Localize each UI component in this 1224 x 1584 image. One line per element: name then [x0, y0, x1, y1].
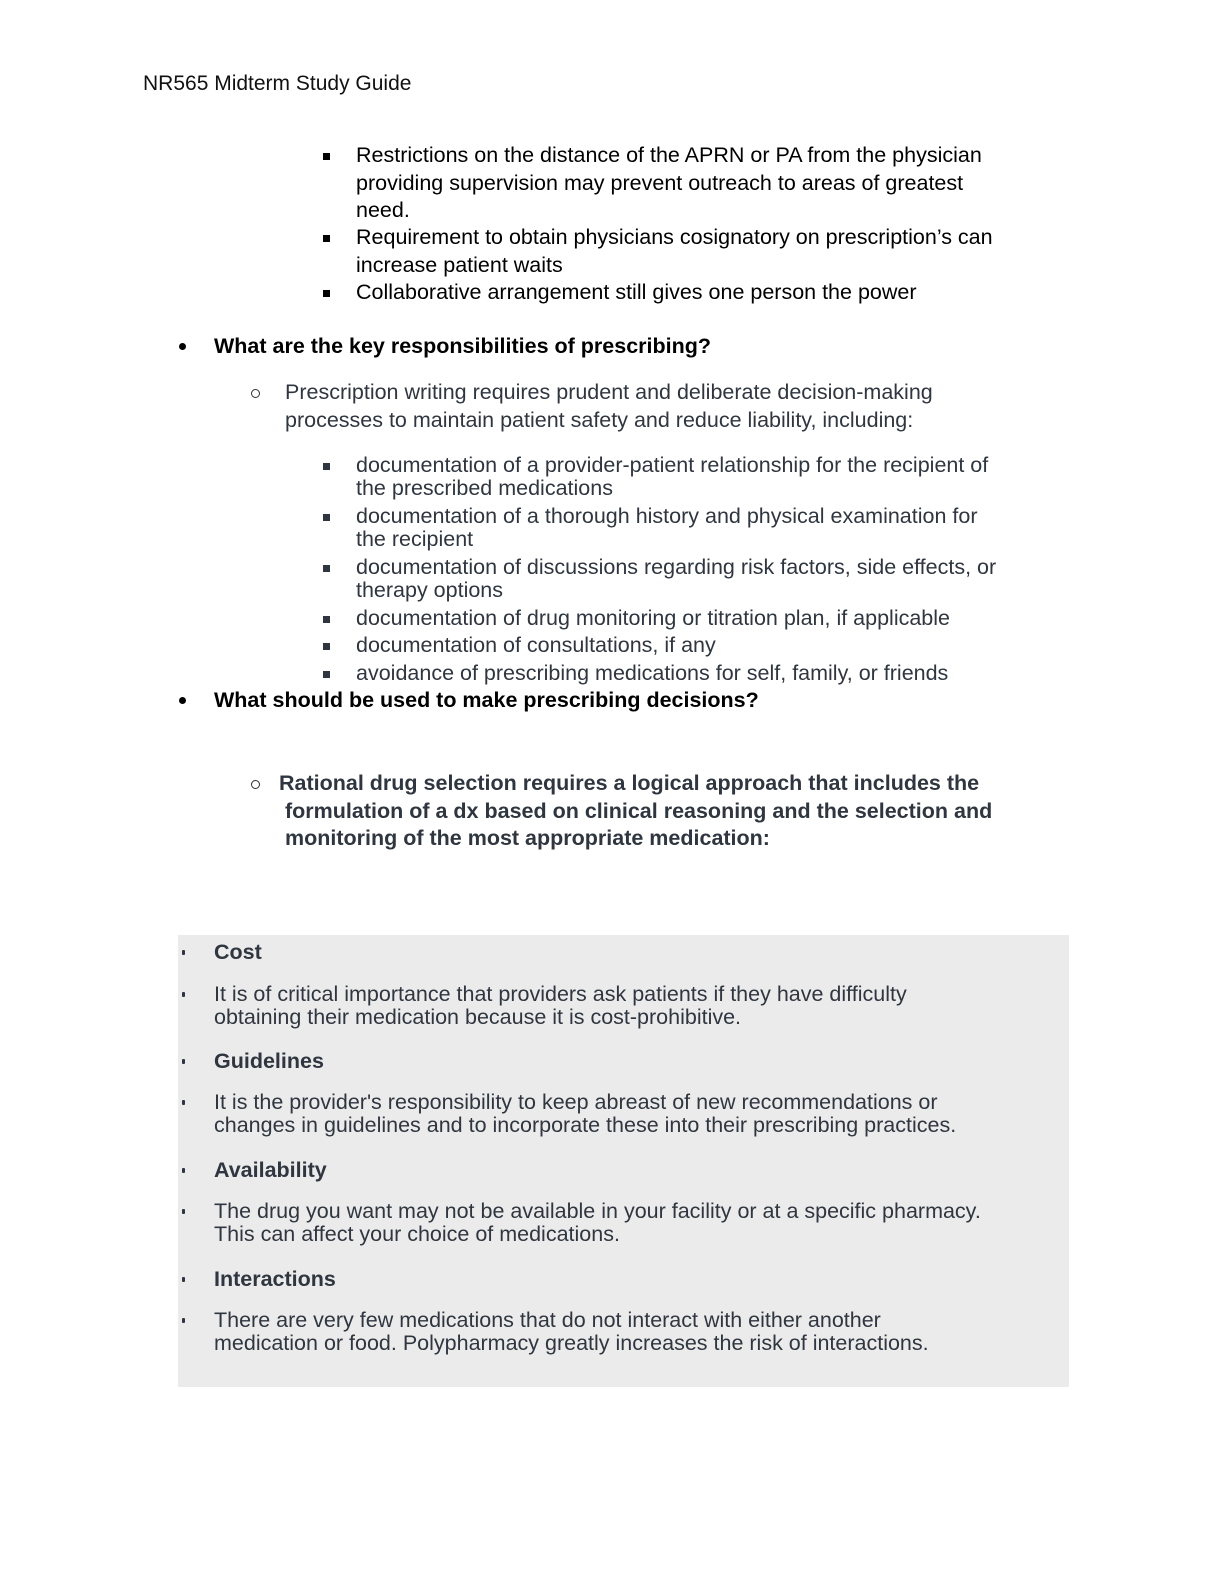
square-bullet-icon [323, 671, 330, 678]
sub-paragraph: Prescription writing requires prudent and deliberate decision-making processes to maintain patient safety and reduce liability, including: [285, 380, 933, 432]
list-item: Restrictions on the distance of the APRN or PA from the physician providing supervision may prevent outreach to areas of greatest need. [356, 143, 982, 222]
square-bullet-icon [323, 153, 330, 160]
list-item: documentation of consultations, if any [356, 633, 716, 657]
dot-bullet-icon [182, 1168, 185, 1173]
dot-bullet-icon [182, 992, 185, 997]
factor-text: The drug you want may not be available in your facility or at a specific pharmacy. This can affect your choice of medications. [214, 1199, 981, 1246]
list-item: documentation of drug monitoring or titration plan, if applicable [356, 606, 950, 630]
disc-bullet-icon [179, 343, 186, 350]
dot-bullet-icon [182, 1318, 185, 1323]
question-heading: What should be used to make prescribing decisions? [214, 688, 759, 712]
square-bullet-icon [323, 643, 330, 650]
factor-heading-cost: Cost [214, 940, 262, 964]
dot-bullet-icon [182, 1059, 185, 1064]
dot-bullet-icon [182, 1209, 185, 1214]
dot-bullet-icon [182, 1100, 185, 1105]
square-bullet-icon [323, 514, 330, 521]
list-item: documentation of a thorough history and physical examination for the recipient [356, 504, 978, 551]
factor-text: It is of critical importance that providers ask patients if they have difficulty obtaining their medication because it is cost-prohibitive. [214, 982, 907, 1029]
sub-paragraph: Rational drug selection requires a logical approach that includes the formulation of a dx based on clinical reasoning and the selection and monitoring of the most appropriate medication: [279, 771, 993, 850]
disc-bullet-icon [179, 697, 186, 704]
list-item: avoidance of prescribing medications for self, family, or friends [356, 661, 949, 685]
factor-heading-guidelines: Guidelines [214, 1049, 324, 1073]
factor-heading-interactions: Interactions [214, 1267, 336, 1291]
dot-bullet-icon [182, 1277, 185, 1282]
square-bullet-icon [323, 463, 330, 470]
square-bullet-icon [323, 565, 330, 572]
circle-bullet-icon [251, 780, 260, 789]
factor-heading-availability: Availability [214, 1158, 327, 1182]
square-bullet-icon [323, 290, 330, 297]
square-bullet-icon [323, 616, 330, 623]
page-header-title: NR565 Midterm Study Guide [143, 72, 412, 95]
list-item: documentation of discussions regarding risk factors, side effects, or therapy options [356, 555, 997, 602]
dot-bullet-icon [182, 950, 185, 955]
question-heading: What are the key responsibilities of prescribing? [214, 334, 712, 358]
circle-bullet-icon [251, 389, 260, 398]
list-item: documentation of a provider-patient relationship for the recipient of the prescribed medications [356, 453, 989, 500]
list-item: Collaborative arrangement still gives one person the power [356, 280, 917, 304]
square-bullet-icon [323, 235, 330, 242]
factor-text: It is the provider's responsibility to keep abreast of new recommendations or changes in guidelines and to incorporate these into their prescribing practices. [214, 1090, 957, 1137]
factor-text: There are very few medications that do not interact with either another medication or food. Polypharmacy greatly increases the risk of interactions. [214, 1308, 929, 1355]
list-item: Requirement to obtain physicians cosignatory on prescription’s can increase patient waits [356, 225, 993, 277]
